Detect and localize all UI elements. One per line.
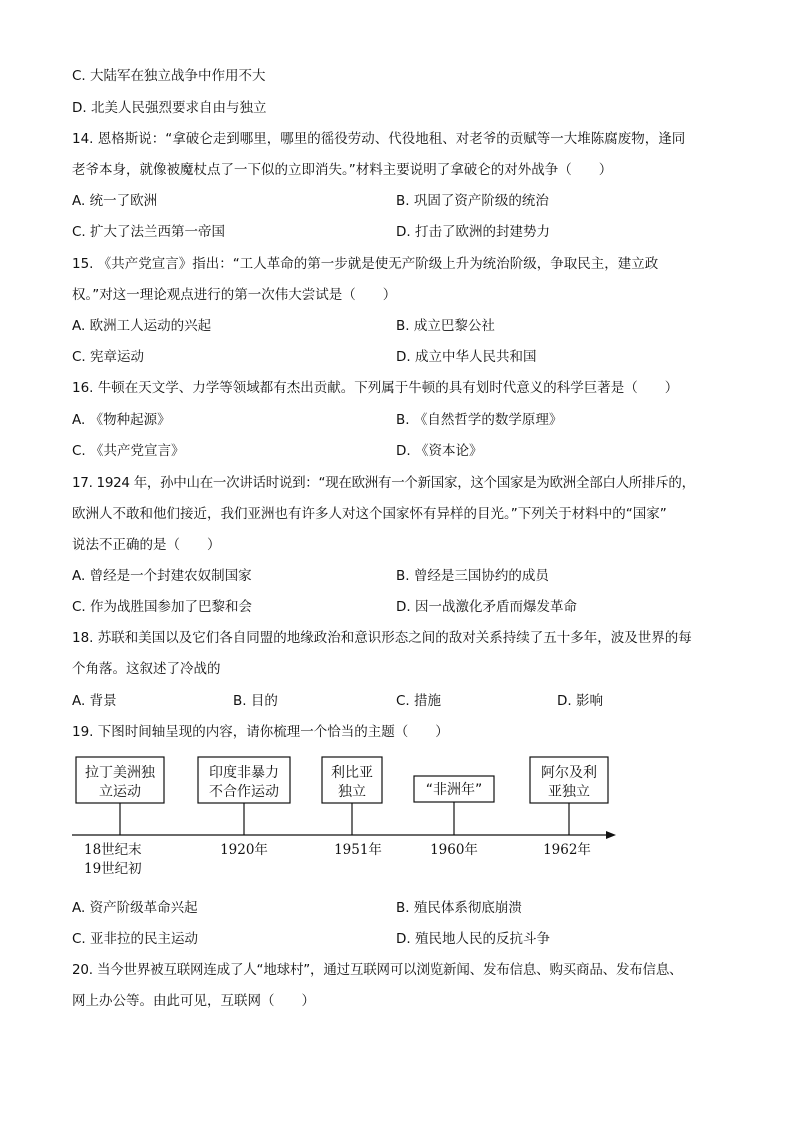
q14-option-c: C. 扩大了法兰西第一帝国 — [72, 224, 226, 240]
timeline-event-india — [198, 757, 290, 835]
timeline-box-text: 印度非暴力 — [209, 765, 279, 781]
timeline-year-label: 19世纪初 — [84, 861, 142, 877]
q20-stem-line1: 20. 当今世界被互联网连成了人“地球村”，通过互联网可以浏览新闻、发布信息、购买商品、发布信息、 — [72, 962, 683, 978]
q18-option-c: C. 措施 — [396, 693, 442, 709]
q14-stem-line2: 老爷本身，就像被魔杖点了一下似的立即消失。”材料主要说明了拿破仑的对外战争（ ） — [72, 162, 613, 178]
q19-option-b: B. 殖民体系彻底崩溃 — [396, 900, 522, 916]
q19-option-a: A. 资产阶级革命兴起 — [72, 900, 198, 916]
timeline-event-algeria — [530, 757, 608, 835]
timeline-box-text: 立运动 — [99, 784, 141, 800]
timeline-year-label: 1951年 — [334, 842, 382, 858]
timeline-box-text: 独立 — [338, 784, 366, 800]
timeline-event-libya — [322, 757, 382, 835]
q18-option-a: A. 背景 — [72, 693, 117, 709]
q19-stem-line1: 19. 下图时间轴呈现的内容，请你梳理一个恰当的主题（ ） — [72, 724, 449, 740]
q15-option-c: C. 宪章运动 — [72, 349, 145, 365]
q17-stem-line2: 欧洲人不敢和他们接近，我们亚洲也有许多人对这个国家怀有异样的目光。”下列关于材料中的“国家” — [72, 506, 667, 522]
q18-option-d: D. 影响 — [557, 693, 603, 709]
q17-option-a: A. 曾经是一个封建农奴制国家 — [72, 568, 252, 584]
q16-option-a: A. 《物种起源》 — [72, 412, 171, 428]
q17-option-b: B. 曾经是三国协约的成员 — [396, 568, 549, 584]
q14-option-a: A. 统一了欧洲 — [72, 193, 158, 209]
timeline-event-latin-america — [76, 757, 164, 835]
q18-stem-line2: 个角落。这叙述了冷战的 — [72, 661, 221, 677]
timeline-figure — [60, 748, 630, 883]
timeline-year-label: 1920年 — [220, 842, 268, 858]
q16-option-b: B. 《自然哲学的数学原理》 — [396, 412, 563, 428]
timeline-box-text: 不合作运动 — [209, 784, 279, 800]
q13-option-d: D. 北美人民强烈要求自由与独立 — [72, 100, 267, 116]
q16-option-c: C. 《共产党宣言》 — [72, 443, 185, 459]
q19-option-d: D. 殖民地人民的反抗斗争 — [396, 931, 550, 947]
q17-stem-line3: 说法不正确的是（ ） — [72, 537, 221, 553]
q19-option-c: C. 亚非拉的民主运动 — [72, 931, 199, 947]
q18-stem-line1: 18. 苏联和美国以及它们各自同盟的地缘政治和意识形态之间的敌对关系持续了五十多年，波及世界的每 — [72, 630, 692, 646]
timeline-year-label: 18世纪末 — [84, 842, 142, 858]
q15-option-d: D. 成立中华人民共和国 — [396, 349, 537, 365]
q14-stem-line1: 14. 恩格斯说：“拿破仑走到哪里，哪里的徭役劳动、代役地租、对老爷的贡赋等一大堆陈腐废物，逢同 — [72, 131, 686, 147]
q14-option-b: B. 巩固了资产阶级的统治 — [396, 193, 549, 209]
q17-option-d: D. 因一战激化矛盾而爆发革命 — [396, 599, 577, 615]
timeline-event-africa-year — [414, 776, 494, 835]
q18-option-b: B. 目的 — [233, 693, 278, 709]
q17-option-c: C. 作为战胜国参加了巴黎和会 — [72, 599, 253, 615]
q15-stem-line2: 权。”对这一理论观点进行的第一次伟大尝试是（ ） — [72, 287, 397, 303]
timeline-box-text: 亚独立 — [548, 784, 590, 800]
q16-stem-line1: 16. 牛顿在天文学、力学等领域都有杰出贡献。下列属于牛顿的具有划时代意义的科学巨著是（ ） — [72, 380, 679, 396]
timeline-box-text: 阿尔及利 — [541, 765, 597, 781]
q20-stem-line2: 网上办公等。由此可见，互联网（ ） — [72, 993, 315, 1009]
q14-option-d: D. 打击了欧洲的封建势力 — [396, 224, 550, 240]
timeline-arrow — [606, 831, 616, 839]
q15-stem-line1: 15. 《共产党宣言》指出：“工人革命的第一步就是使无产阶级上升为统治阶级，争取民主，建立政 — [72, 256, 659, 272]
q16-option-d: D. 《资本论》 — [396, 443, 483, 459]
q15-option-b: B. 成立巴黎公社 — [396, 318, 495, 334]
timeline-box-text: 利比亚 — [331, 765, 373, 781]
timeline-box-text: “非洲年” — [425, 782, 483, 798]
timeline-box-text: 拉丁美洲独 — [85, 765, 155, 781]
q15-option-a: A. 欧洲工人运动的兴起 — [72, 318, 212, 334]
timeline-year-label: 1960年 — [430, 842, 478, 858]
q13-option-c: C. 大陆军在独立战争中作用不大 — [72, 68, 266, 84]
timeline-year-label: 1962年 — [543, 842, 591, 858]
q17-stem-line1: 17. 1924 年，孙中山在一次讲话时说到：“现在欧洲有一个新国家，这个国家是为欧洲全部白人所排斥的， — [72, 475, 695, 491]
